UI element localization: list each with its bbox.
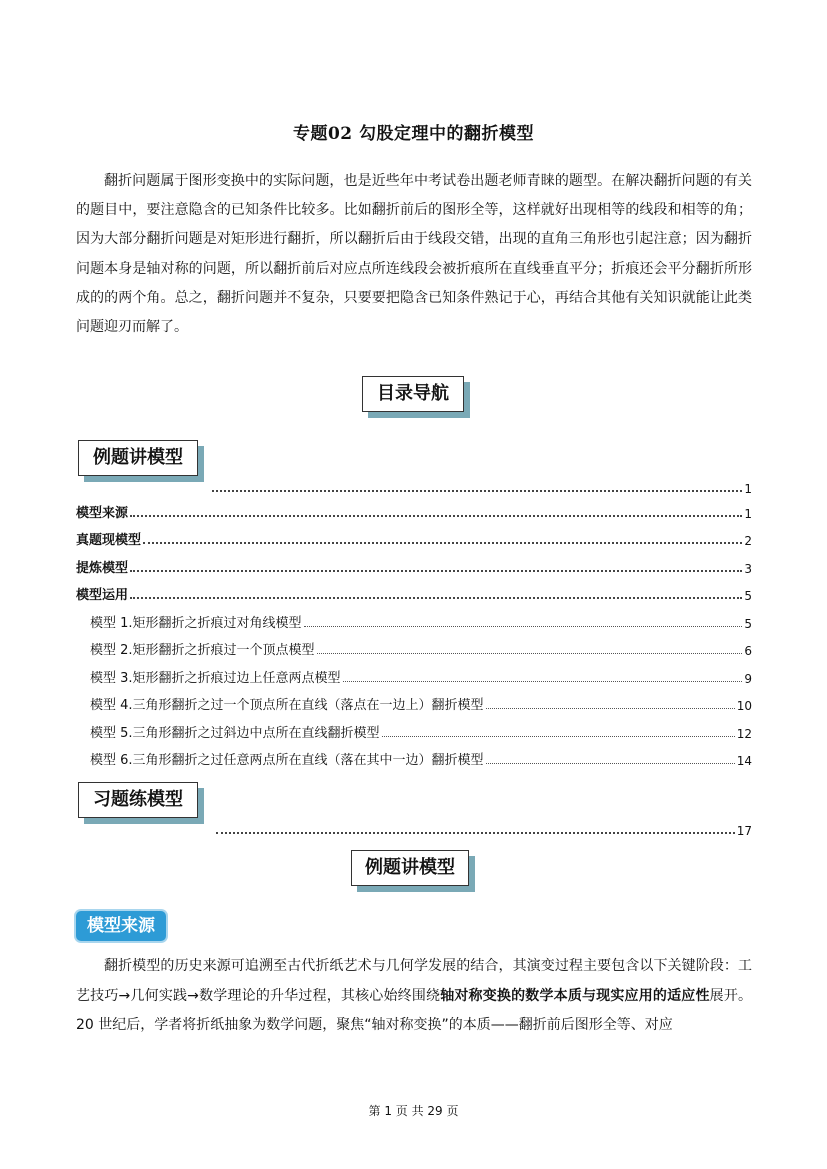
toc-dots bbox=[382, 735, 735, 737]
toc-page: 5 bbox=[744, 589, 752, 603]
toc-page: 10 bbox=[736, 699, 752, 713]
toc-page: 5 bbox=[744, 617, 752, 631]
toc-item-label: 提炼模型 bbox=[76, 561, 129, 576]
toc-item-label: 模型运用 bbox=[76, 588, 129, 603]
page-title: 专题02 勾股定理中的翻折模型 bbox=[292, 124, 535, 144]
toc-page: 1 bbox=[744, 482, 752, 496]
toc-dots bbox=[130, 569, 742, 572]
examples-header: 例题讲模型 bbox=[78, 440, 198, 476]
toc-item-refine-model[interactable] bbox=[76, 556, 752, 576]
toc-item-label: 模型 2.矩形翻折之折痕过一个顶点模型 bbox=[90, 643, 315, 658]
toc-dots bbox=[343, 680, 743, 682]
page-footer: 第 1 页 共 29 页 bbox=[368, 1104, 459, 1118]
toc-dots bbox=[143, 541, 742, 544]
toc-dots bbox=[304, 625, 743, 627]
toc-dots bbox=[216, 831, 735, 834]
toc-page: 6 bbox=[744, 644, 752, 658]
toc-dots bbox=[486, 707, 735, 709]
paragraph-text: 翻折模型的历史来源可追溯至古代折纸艺术与几何学发展的结合，其演变过程主要包含以下关键阶段：工艺技巧→几何实践→数学理论的升华过程，其核心始终围绕 bbox=[76, 958, 752, 1004]
toc-item-label: 真题现模型 bbox=[76, 533, 142, 548]
toc-item-label: 模型 1.矩形翻折之折痕过对角线模型 bbox=[90, 616, 302, 631]
toc-subitem-model-6[interactable] bbox=[90, 748, 752, 768]
toc-item-label: 模型 3.矩形翻折之折痕过边上任意两点模型 bbox=[90, 671, 341, 686]
model-source-badge: 模型来源 bbox=[76, 911, 166, 941]
toc-page: 17 bbox=[736, 824, 752, 838]
toc-dots bbox=[130, 514, 742, 517]
toc-dots bbox=[317, 652, 743, 654]
toc-page: 3 bbox=[744, 562, 752, 576]
examples-section-header: 例题讲模型 bbox=[351, 850, 469, 886]
toc-subitem-model-1[interactable] bbox=[90, 611, 752, 631]
toc-subitem-model-5[interactable] bbox=[90, 721, 752, 741]
toc-item-label: 模型 5.三角形翻折之过斜边中点所在直线翻折模型 bbox=[90, 726, 380, 741]
toc-page: 12 bbox=[736, 727, 752, 741]
toc-item-real-exam[interactable] bbox=[76, 528, 752, 548]
toc-subitem-model-2[interactable] bbox=[90, 638, 752, 658]
toc-page: 9 bbox=[744, 672, 752, 686]
toc-item-label: 模型来源 bbox=[76, 506, 129, 521]
toc-page: 2 bbox=[744, 534, 752, 548]
toc-subitem-model-3[interactable] bbox=[90, 666, 752, 686]
toc-dots bbox=[130, 596, 742, 599]
toc-item-label: 模型 4.三角形翻折之过一个顶点所在直线（落点在一边上）翻折模型 bbox=[90, 698, 484, 713]
toc-examples-line[interactable] bbox=[210, 476, 752, 496]
intro-paragraph: 翻折问题属于图形变换中的实际问题，也是近些年中考试卷出题老师青睐的题型。在解决翻折问题的有关的题目中，要注意隐含的已知条件比较多。比如翻折前后的图形全等，这样就好出现相等的线段和相等的角；因为大部分翻折问题是对矩形进行翻折，所以翻折后由于线段交错，出现的直角三角形也引起注意；因为翻折问题本身是轴对称的问题，所以翻折前后对应点所连线段会被折痕所在直线垂直平分；折痕还会平分翻折所形成的的两个角。总之，翻折问题并不复杂，只要要把隐含已知条件熟记于心，再结合其他有关知识就能让此类问题迎刃而解了。 bbox=[76, 173, 752, 336]
model-source-paragraph bbox=[76, 952, 752, 1041]
toc-dots bbox=[486, 762, 735, 764]
toc-item-model-application[interactable] bbox=[76, 583, 752, 603]
paragraph-text-end: 展开。20 世纪后，学者将折纸抽象为数学问题，聚焦“轴对称变换”的本质——翻折前后图形全等、对应 bbox=[76, 987, 753, 1033]
paragraph-bold-text: 轴对称变换的数学本质与现实应用的适应性 bbox=[440, 987, 710, 1004]
toc-exercises-line[interactable] bbox=[214, 818, 752, 838]
toc-item-label: 模型 6.三角形翻折之过任意两点所在直线（落在其中一边）翻折模型 bbox=[90, 753, 484, 768]
nav-header: 目录导航 bbox=[362, 376, 464, 412]
exercises-header: 习题练模型 bbox=[78, 782, 198, 818]
toc-subitem-model-4[interactable] bbox=[90, 693, 752, 713]
toc-dots bbox=[212, 489, 742, 492]
toc-page: 14 bbox=[736, 754, 752, 768]
toc-item-model-source[interactable] bbox=[76, 501, 752, 521]
toc-page: 1 bbox=[744, 507, 752, 521]
